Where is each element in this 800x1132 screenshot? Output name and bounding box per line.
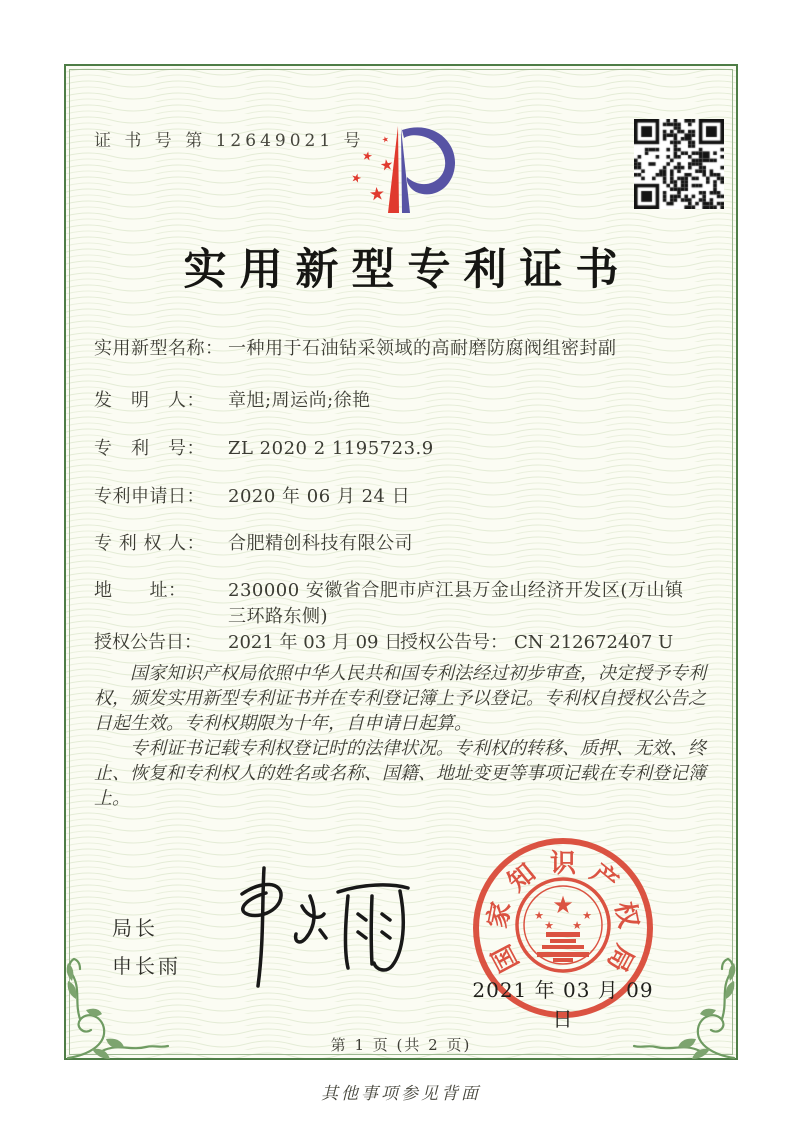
field-label: 专 利 权 人： [94,533,206,554]
seal-ring-char: 家 [482,899,518,932]
qr-code [634,119,724,209]
director-name: 申长雨 [112,954,181,978]
field-value: ZL 2020 2 1195723.9 [228,438,434,459]
svg-text:★: ★ [572,919,582,932]
cnipa-logo-icon [336,110,476,235]
national-emblem-icon [511,873,615,977]
star-icon: ★ [360,148,374,164]
legal-paragraph-1: 国家知识产权局依照中华人民共和国专利法经过初步审查，决定授予专利权，颁发实用新型专利证书并在专利登记簿上予以登记。专利权自授权公告之日起生效。专利权期限为十年，自申请日起算。 [94,663,706,734]
field-row-utility-name [94,336,698,362]
field-value: 230000 安徽省合肥市庐江县万金山经济开发区(万山镇三环路东侧) [228,580,684,627]
field-row-grant-number [400,630,673,656]
star-icon: ★ [380,134,391,145]
seal-ring-char: 知 [502,858,542,899]
field-value: CN 212672407 U [514,632,674,653]
field-row-inventor [94,388,698,414]
star-icon: ★ [349,169,364,187]
certificate-number: 证 书 号 第 12649021 号 [94,131,365,151]
field-value: 章旭;周运尚;徐艳 [228,390,371,411]
legal-paragraph-2: 专利证书记载专利权登记时的法律状况。专利权的转移、质押、无效、终止、恢复和专利权人的姓名或名称、国籍、地址变更等事项记载在专利登记簿上。 [94,738,706,809]
field-row-grant-date [94,630,402,656]
seal-date: 2021 年 03 月 09 日 [472,978,654,1031]
seal-ring-char: 权 [608,899,644,932]
field-row-address [94,578,698,630]
seal-ring-char: 识 [549,849,576,879]
field-value: 一种用于石油钻采领域的高耐磨防腐阀组密封副 [228,338,617,359]
field-row-patentee [94,531,698,557]
svg-text:★: ★ [582,909,592,922]
field-label: 发 明 人： [94,390,205,411]
field-row-filing-date [94,484,698,510]
field-value: 2020 年 06 月 24 日 [228,486,411,507]
svg-text:★: ★ [544,919,554,932]
field-value: 合肥精创科技有限公司 [228,533,413,554]
field-label: 地 址： [94,580,187,601]
certificate-title: 实用新型专利证书 [183,245,632,295]
seal-ring-char: 国 [487,939,526,977]
star-icon: ★ [368,183,386,206]
star-icon: ★ [378,155,395,175]
svg-text:★: ★ [534,909,544,922]
field-label: 授权公告号： [400,632,508,653]
svg-text:★: ★ [552,891,574,919]
seal-ring-char: 产 [583,858,624,899]
director-signature-icon [232,866,417,991]
field-label: 授权公告日： [94,632,202,653]
field-row-patent-number [94,436,698,462]
seal-ring-char: 局 [600,939,639,977]
page-number: 第 1 页 (共 2 页) [330,1036,472,1054]
field-label: 专利申请日： [94,486,205,507]
field-value: 2021 年 03 月 09 日 [228,632,403,653]
director-title: 局长 [112,916,158,940]
field-label: 专 利 号： [94,438,205,459]
field-label: 实用新型名称： [94,338,224,359]
legal-text-block [94,661,718,811]
back-note: 其他事项参见背面 [321,1084,481,1104]
